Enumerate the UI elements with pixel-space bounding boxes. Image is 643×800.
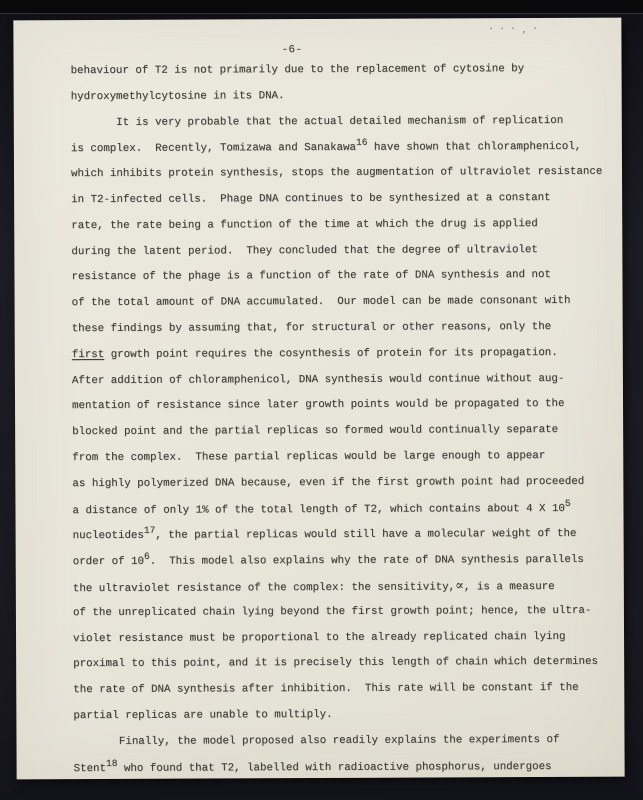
text-run: growth point requires the cosynthesis of protein for its propagation.: [104, 346, 558, 361]
text-line: [73, 624, 618, 652]
text-run: have shown that chloramphenicol,: [367, 141, 582, 155]
superscript-reference: 17: [143, 525, 156, 537]
text-run: resistance of the phage is a function of the rate of DNA synthesis and not: [71, 269, 551, 284]
text-line: [72, 469, 617, 497]
text-run: . This model also explains why the rate of DNA synthesis parallels: [149, 553, 584, 568]
text-line: [73, 598, 618, 626]
text-run: of the total amount of DNA accumulated. Our model can be made consonant with: [71, 295, 571, 310]
text-run: these findings by assuming that, for structural or other reasons, only the: [71, 320, 552, 336]
text-run: , is a measure: [463, 580, 555, 594]
text-run: order of 10: [72, 555, 145, 569]
text-line: [71, 108, 616, 136]
superscript-reference: 16: [355, 137, 368, 149]
text-run: as highly polymerized DNA because, even if the first growth point had proceeded: [72, 475, 585, 490]
text-line: [73, 676, 618, 704]
superscript-reference: 6: [143, 550, 150, 562]
text-line: [71, 82, 616, 110]
text-line: [71, 160, 616, 188]
text-line: [72, 340, 617, 368]
text-line: [73, 521, 618, 549]
text-run: the rate of DNA synthesis after inhibition. This rate will be constant if the: [73, 681, 579, 697]
text-line: [73, 573, 618, 601]
text-line: [73, 727, 618, 755]
text-run: blocked point and the partial replicas so formed would continually separate: [72, 424, 559, 439]
text-line: [72, 315, 617, 343]
text-run: violet resistance must be proportional to the already replicated chain lying: [73, 630, 566, 645]
text-line: [72, 289, 617, 317]
text-run: hydroxymethylcytosine in its DNA.: [70, 89, 285, 103]
page-number: -6-: [281, 44, 303, 57]
text-line: [71, 263, 616, 291]
text-run: Stent: [73, 762, 107, 775]
text-line: [74, 753, 619, 779]
text-run: behaviour of T2 is not primarily due to the replacement of cytosine by: [70, 63, 525, 78]
text-run: a distance of only 1% of the total length of T2, which contains about 4 X 10: [72, 502, 565, 517]
text-run: Finally, the model proposed also readily explains the experiments of: [73, 733, 560, 748]
superscript-reference: 18: [105, 757, 118, 769]
text-run: mentation of resistance since later growth points would be propagated to the: [72, 398, 565, 413]
text-run: which inhibits protein synthesis, stops the augmentation of ultraviolet resistance: [70, 165, 603, 181]
text-line: [73, 650, 618, 678]
text-line: [72, 495, 617, 523]
text-run: proximal to this point, and it is precisely this length of chain which determines: [73, 656, 599, 671]
scan-background-top-edge: [0, 0, 643, 14]
alpha-symbol: ∝: [455, 578, 464, 594]
underlined-text: first: [71, 348, 105, 361]
text-line: [71, 211, 616, 239]
text-run: from the complex. These partial replicas would be large enough to appear: [72, 449, 546, 465]
text-run: the ultraviolet resistance of the complex: the sensitivity,: [72, 581, 456, 596]
text-line: [71, 186, 616, 214]
text-line: [72, 444, 617, 472]
text-run: rate, the rate being a function of the time at which the drug is applied: [71, 217, 538, 232]
text-line: [73, 547, 618, 575]
text-run: It is very probable that the actual detailed mechanism of replication: [70, 114, 564, 129]
text-line: [71, 57, 616, 85]
document-body: [71, 57, 619, 780]
text-line: [71, 134, 616, 162]
text-run: is complex. Recently, Tomizawa and Sanakawa: [70, 142, 357, 156]
text-run: during the latent period. They concluded that the degree of ultraviolet: [71, 243, 538, 258]
superscript-reference: 5: [564, 497, 571, 509]
text-line: [72, 366, 617, 394]
text-line: [73, 702, 618, 730]
text-run: nucleotides: [72, 530, 144, 543]
text-line: [72, 392, 617, 420]
text-line: [72, 418, 617, 446]
text-line: [71, 237, 616, 265]
text-run: in T2-infected cells. Phage DNA continues to be synthesized at a constant: [71, 191, 551, 207]
pencil-marks: · · · , ·: [489, 22, 539, 36]
text-run: , the partial replicas would still have a molecular weight of the: [155, 528, 577, 543]
text-run: partial replicas are unable to multiply.: [73, 708, 333, 722]
text-run: of the unreplicated chain lying beyond the first growth point; hence, the ultra-: [72, 604, 592, 619]
document-page: [13, 18, 624, 780]
text-run: After addition of chloramphenicol, DNA synthesis would continue without aug-: [71, 372, 565, 387]
text-run: who found that T2, labelled with radioactive phosphorus, undergoes: [117, 760, 552, 775]
